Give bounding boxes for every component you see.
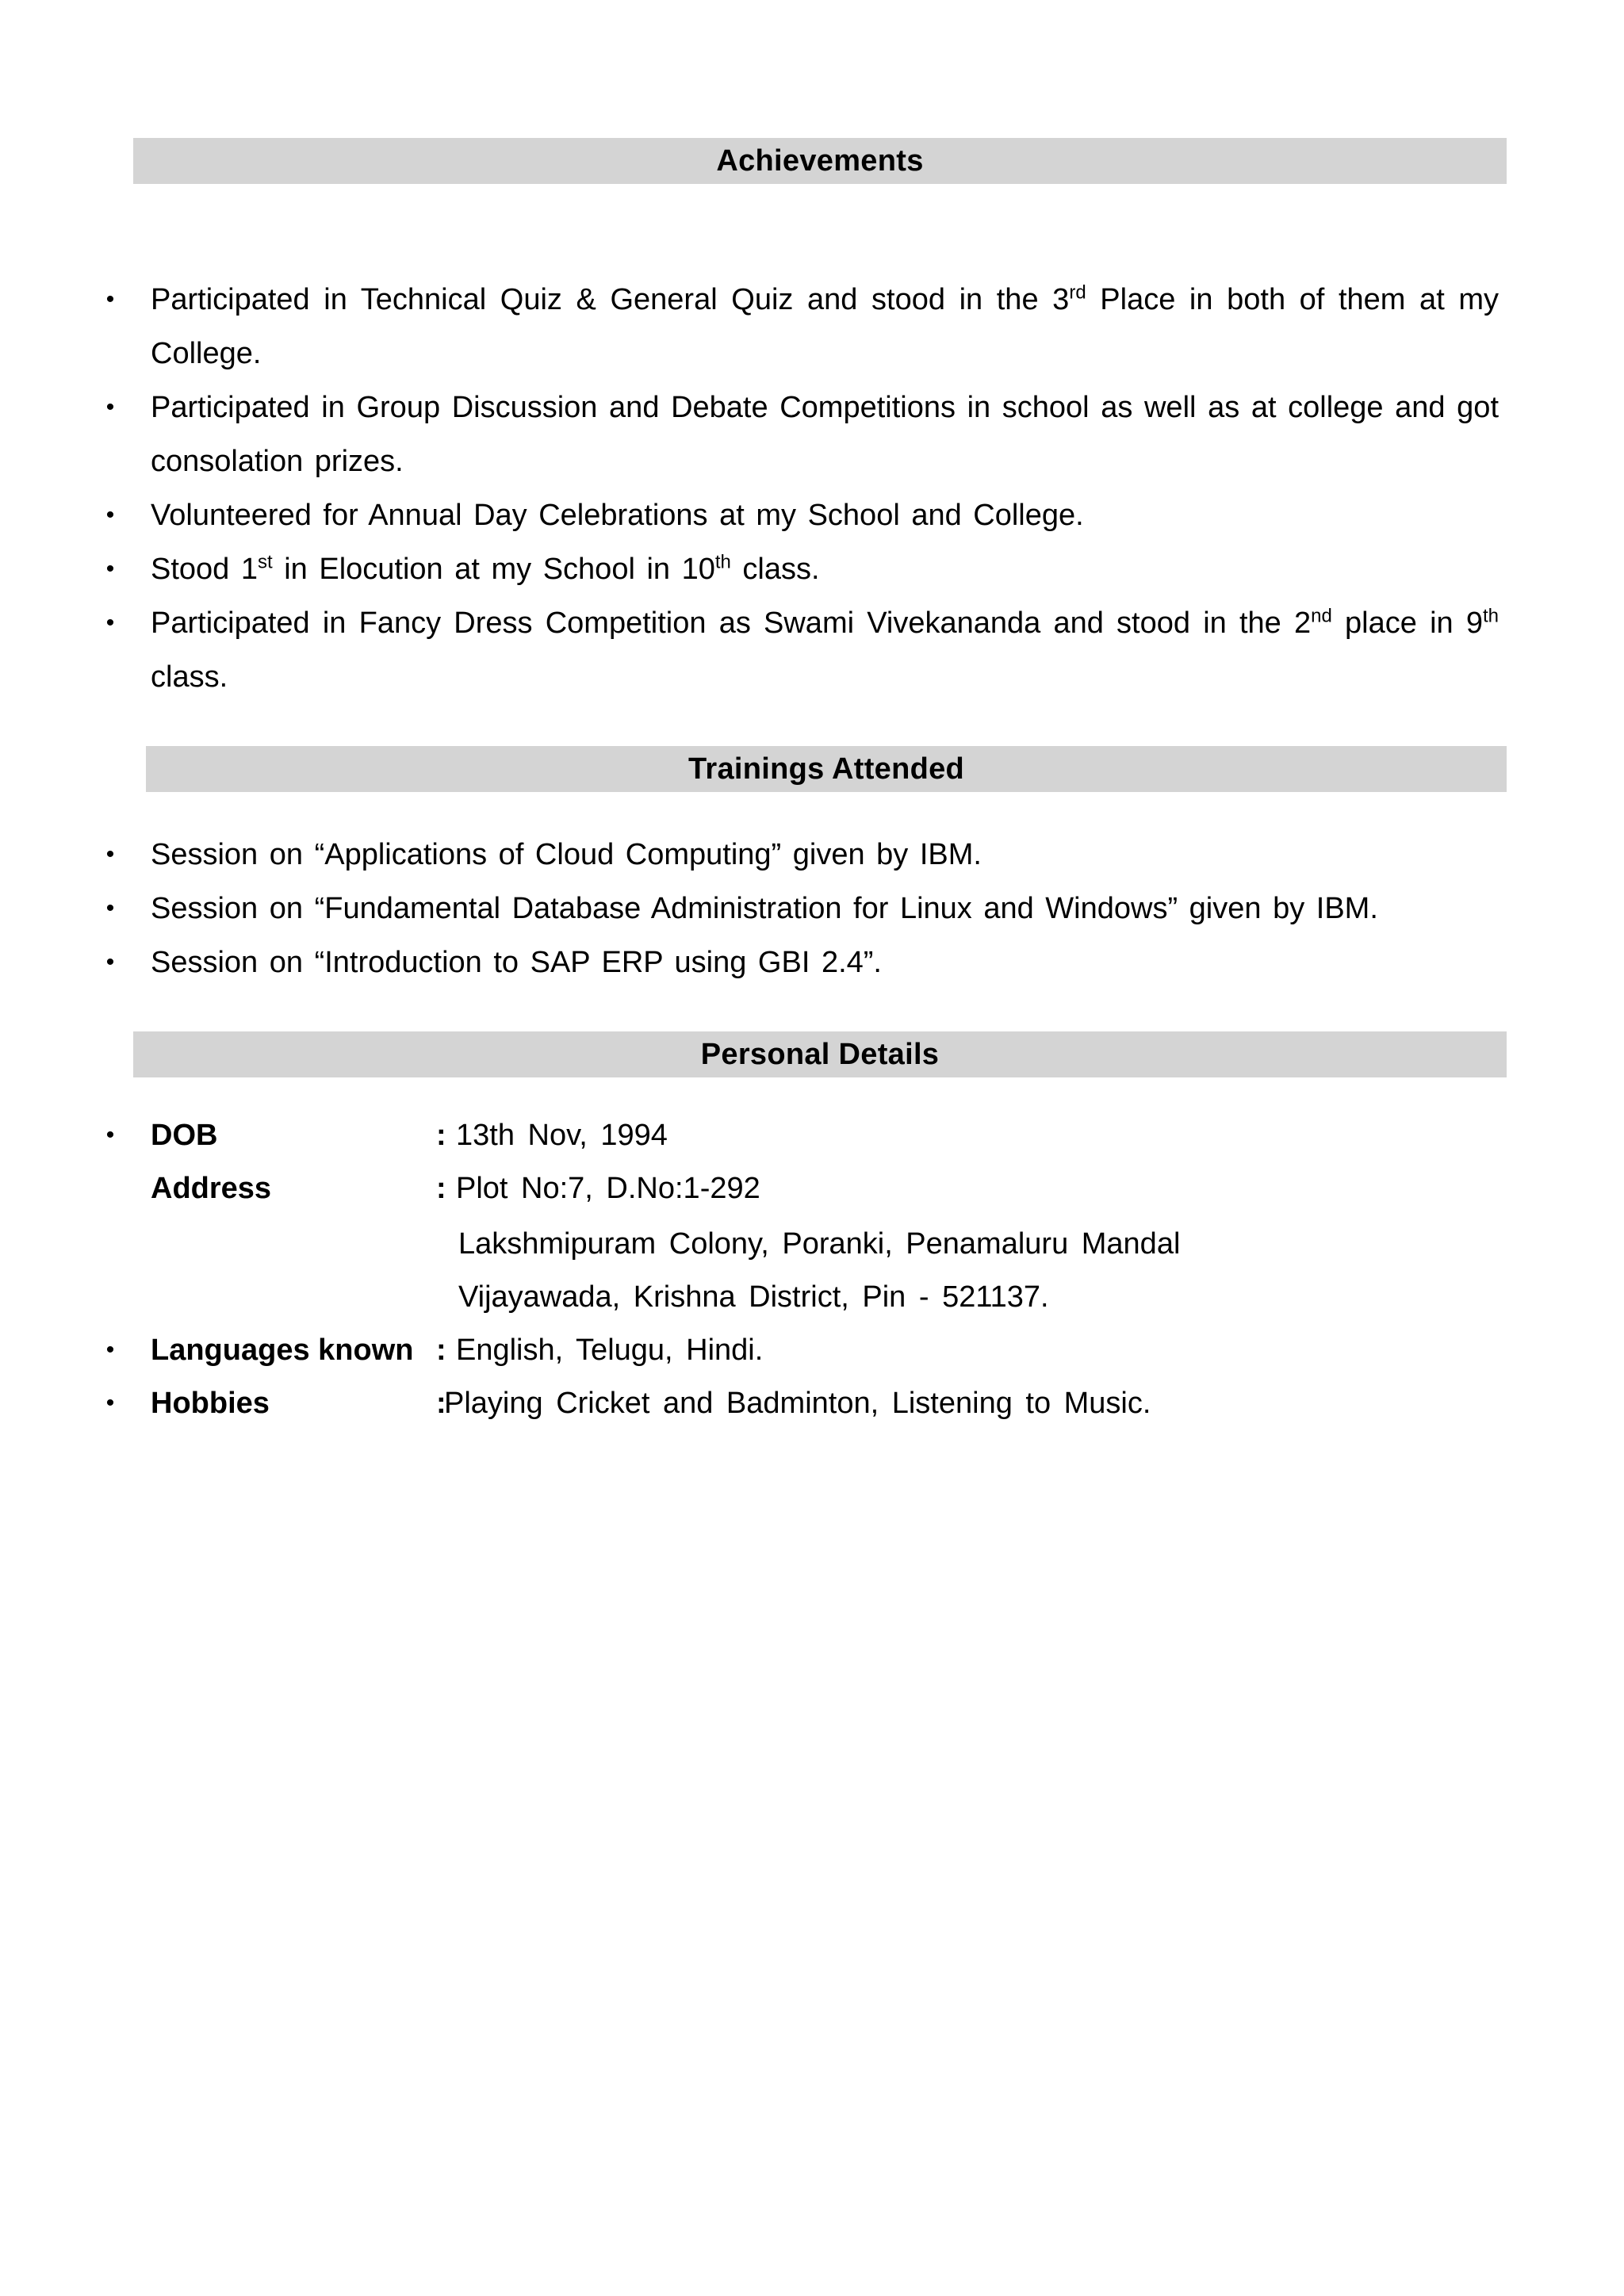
bullet-icon: • (105, 1122, 115, 1148)
address-row-2 (0, 1217, 1624, 1271)
achievement-text: Participated in Technical Quiz & General Quiz and stood in the 3rd Place in both of them at my College. (151, 281, 1500, 370)
languages-row (0, 1323, 1624, 1377)
address-line-1: Plot No:7, D.No:1-292 (456, 1172, 760, 1205)
achievements-header (133, 138, 1507, 184)
dob-label: DOB (151, 1119, 218, 1152)
dob-row (0, 1108, 1624, 1162)
trainings-header (146, 746, 1507, 792)
languages-colon: : (436, 1334, 446, 1367)
languages-value: English, Telugu, Hindi. (456, 1334, 764, 1367)
achievements-list (0, 273, 1624, 704)
hobbies-colon: : (436, 1387, 446, 1420)
hobbies-row (0, 1376, 1624, 1430)
bullet-icon: • (105, 895, 115, 921)
dob-value: 13th Nov, 1994 (456, 1119, 668, 1152)
bullet-icon: • (105, 1337, 115, 1363)
achievements-title: Achievements (716, 144, 924, 178)
bullet-icon: • (105, 949, 115, 975)
hobbies-label: Hobbies (151, 1387, 270, 1420)
personal-details-header (133, 1031, 1507, 1077)
dob-colon: : (436, 1119, 446, 1152)
address-line-3: Vijayawada, Krishna District, Pin - 521137. (458, 1280, 1049, 1314)
address-colon: : (436, 1172, 446, 1205)
list-item (0, 882, 1624, 936)
list-item (0, 273, 1624, 381)
achievement-text: Stood 1st in Elocution at my School in 10th class. (151, 551, 820, 586)
training-text: Session on “Introduction to SAP ERP using GBI 2.4”. (151, 946, 882, 979)
address-row (0, 1161, 1624, 1215)
list-item (0, 828, 1624, 882)
bullet-icon: • (105, 286, 115, 312)
bullet-icon: • (105, 556, 115, 582)
trainings-title: Trainings Attended (688, 752, 965, 786)
achievement-text: Participated in Group Discussion and Debate Competitions in school as well as at college and got consolation prizes. (151, 391, 1499, 478)
bullet-icon: • (105, 502, 115, 528)
list-item (0, 936, 1624, 989)
training-text: Session on “Fundamental Database Administration for Linux and Windows” given by IBM. (151, 892, 1378, 925)
list-item (0, 488, 1624, 542)
training-text: Session on “Applications of Cloud Computing” given by IBM. (151, 838, 982, 871)
trainings-list (0, 828, 1624, 989)
bullet-icon: • (105, 394, 115, 420)
address-row-3 (0, 1270, 1624, 1324)
list-item (0, 542, 1624, 596)
personal-details-title: Personal Details (700, 1037, 940, 1071)
list-item (0, 381, 1624, 488)
bullet-icon: • (105, 1390, 115, 1416)
achievement-text: Volunteered for Annual Day Celebrations at my School and College. (151, 499, 1084, 532)
address-line-2: Lakshmipuram Colony, Poranki, Penamaluru Mandal (458, 1227, 1181, 1261)
bullet-icon: • (105, 841, 115, 867)
achievement-text: Participated in Fancy Dress Competition as Swami Vivekananda and stood in the 2nd place in 9th class. (151, 605, 1499, 694)
address-label: Address (151, 1172, 272, 1205)
list-item (0, 596, 1624, 704)
languages-label: Languages known (151, 1334, 414, 1367)
bullet-icon: • (105, 610, 115, 636)
hobbies-value: Playing Cricket and Badminton, Listening to Music. (444, 1387, 1151, 1420)
